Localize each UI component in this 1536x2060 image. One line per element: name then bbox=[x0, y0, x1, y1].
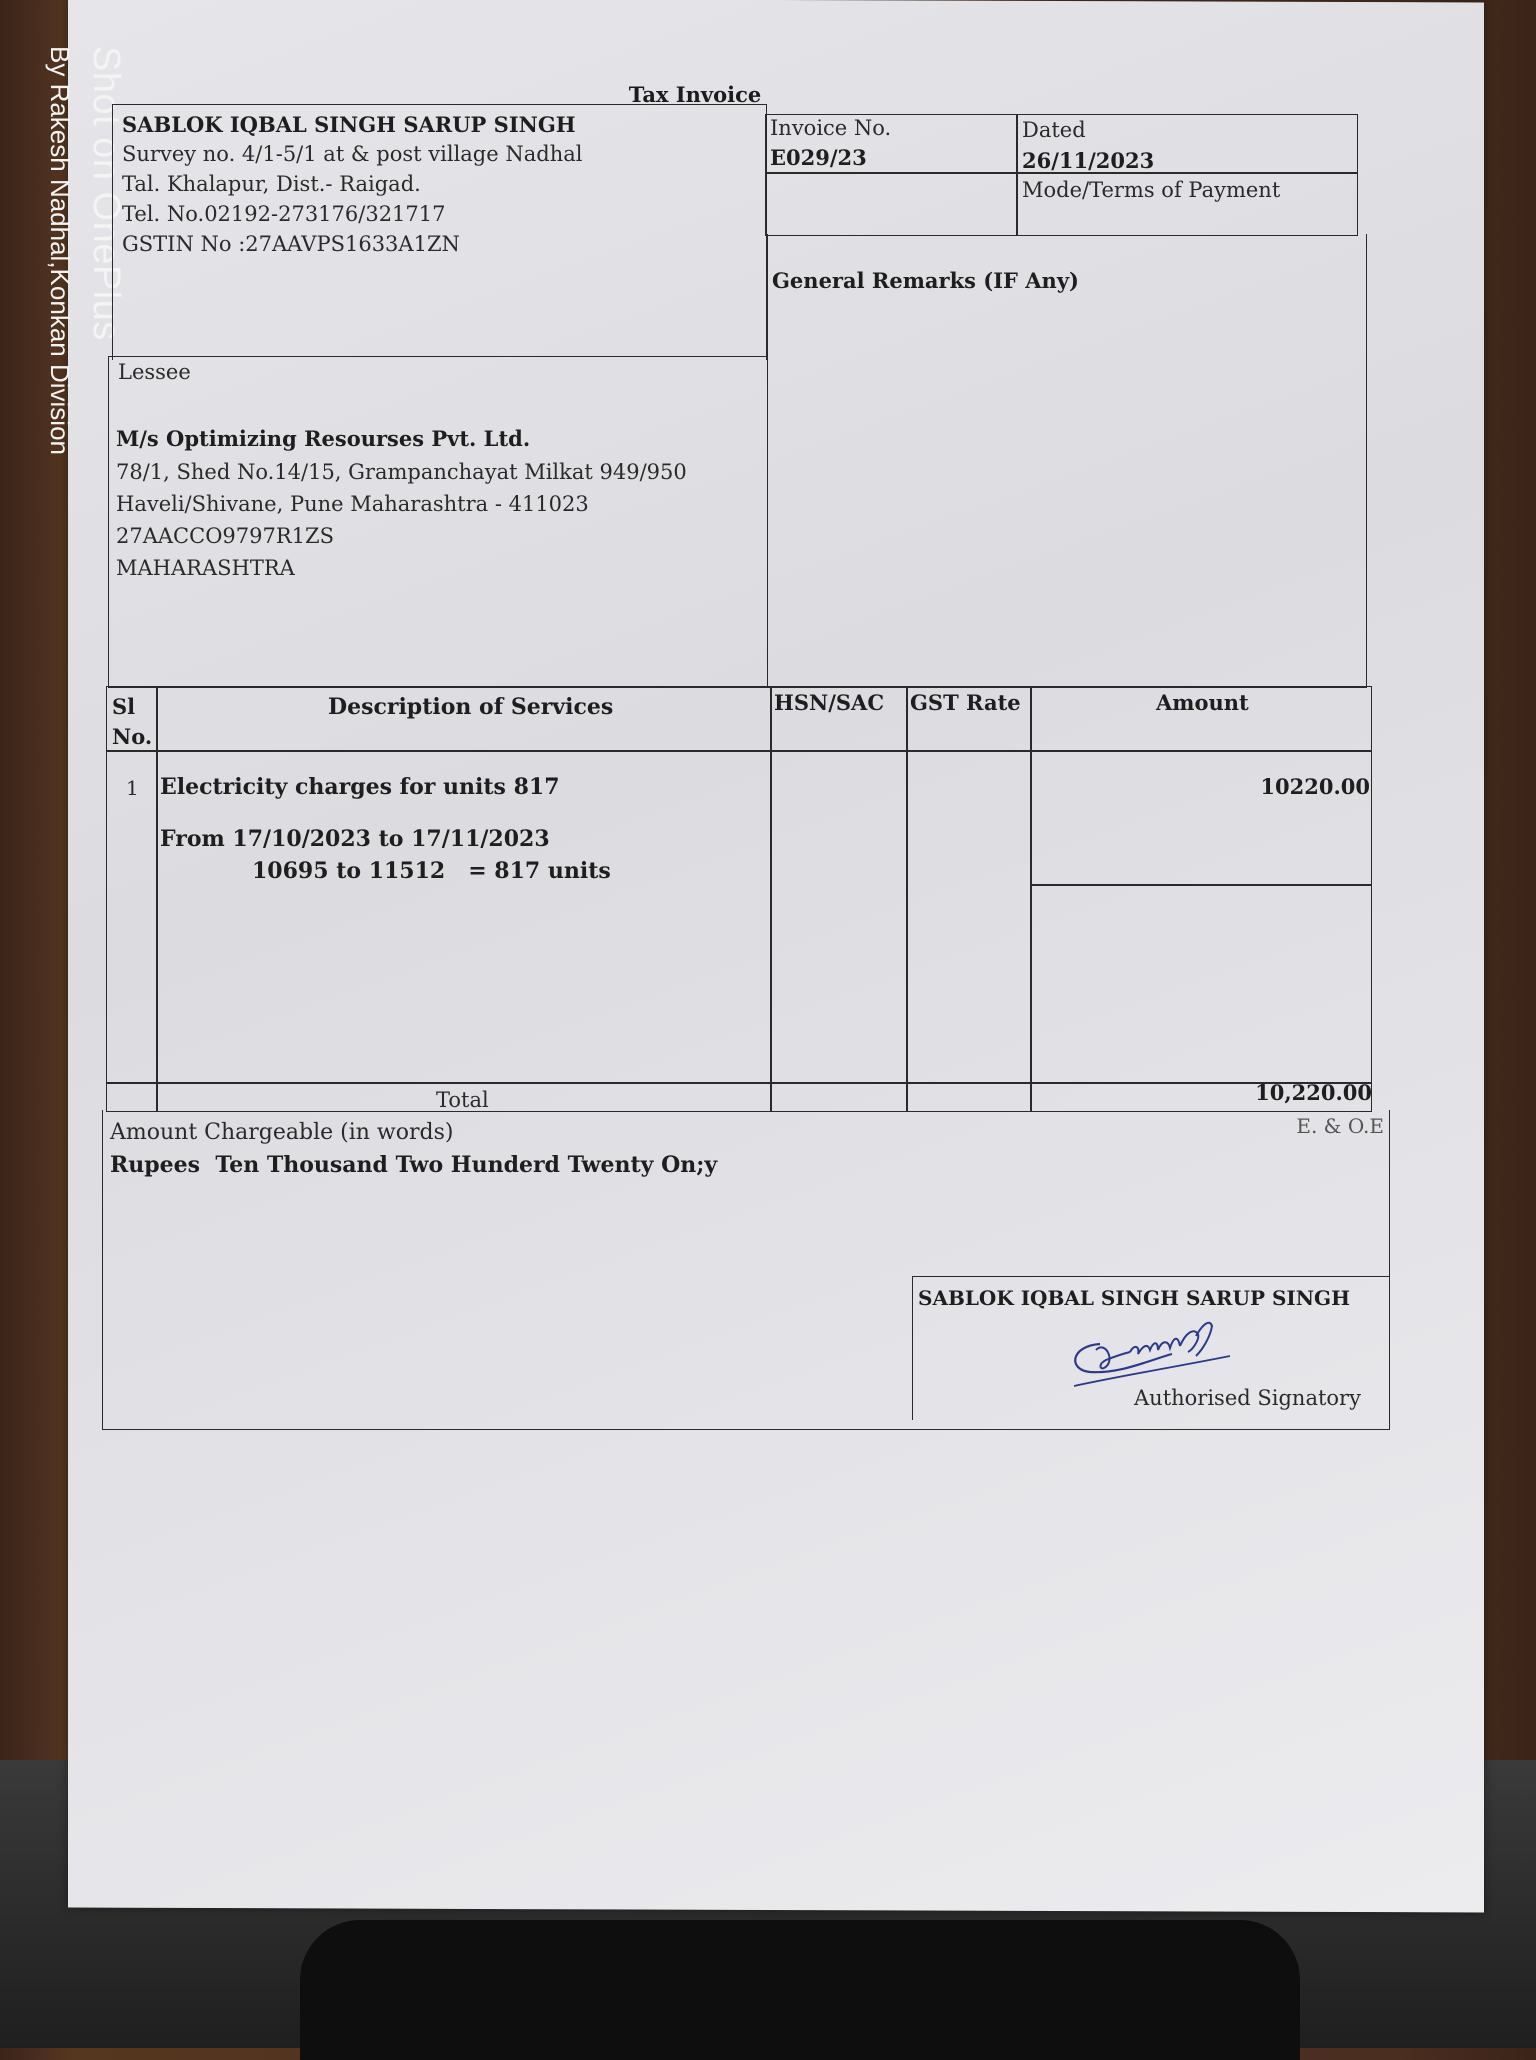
col-sep-sl bbox=[156, 686, 158, 1112]
seller-address-2: Tal. Khalapur, Dist.- Raigad. bbox=[122, 172, 421, 196]
remarks-label: General Remarks (IF Any) bbox=[772, 268, 1079, 293]
seller-name: SABLOK IQBAL SINGH SARUP SINGH bbox=[122, 112, 576, 137]
lessee-address-1: 78/1, Shed No.14/15, Grampanchayat Milkat 949/950 bbox=[116, 460, 687, 484]
header-gst: GST Rate bbox=[910, 690, 1021, 715]
remarks-box bbox=[767, 234, 1367, 688]
lessee-address-2: Haveli/Shivane, Pune Maharashtra - 411023 bbox=[116, 492, 589, 516]
invoice-no-value: E029/23 bbox=[770, 145, 867, 170]
header-sl: Sl bbox=[112, 694, 136, 719]
payment-terms-label: Mode/Terms of Payment bbox=[1022, 178, 1281, 202]
lessee-name: M/s Optimizing Resourses Pvt. Ltd. bbox=[116, 426, 531, 451]
eoe-text: E. & O.E bbox=[1296, 1114, 1384, 1138]
col-sep-gst bbox=[1030, 686, 1032, 1112]
watermark-brand: Shot on OnePlus bbox=[85, 46, 127, 341]
lessee-state: MAHARASHTRA bbox=[116, 556, 295, 580]
signatory-company: SABLOK IQBAL SINGH SARUP SINGH bbox=[918, 1286, 1351, 1310]
row-amount: 10220.00 bbox=[1260, 774, 1370, 799]
col-sep-hsn bbox=[906, 686, 908, 1112]
amount-words-value: Rupees Ten Thousand Two Hunderd Twenty On;y bbox=[110, 1152, 718, 1178]
row-sl: 1 bbox=[126, 776, 139, 800]
seller-gstin: GSTIN No :27AAVPS1633A1ZN bbox=[122, 232, 460, 256]
seller-tel: Tel. No.02192-273176/321717 bbox=[122, 202, 446, 226]
meta-divider-vertical bbox=[1016, 114, 1018, 236]
col-sep-desc bbox=[770, 686, 772, 1112]
invoice-title: Tax Invoice bbox=[628, 82, 762, 107]
table-header-divider bbox=[106, 750, 1372, 752]
row-description: Electricity charges for units 817 bbox=[160, 774, 560, 800]
amount-words-label: Amount Chargeable (in words) bbox=[110, 1120, 454, 1145]
dated-label: Dated bbox=[1022, 118, 1086, 142]
lessee-label: Lessee bbox=[118, 360, 191, 384]
row-units: 10695 to 11512 = 817 units bbox=[252, 858, 611, 884]
signatory-label: Authorised Signatory bbox=[1134, 1386, 1361, 1410]
seller-address-1: Survey no. 4/1-5/1 at & post village Nadhal bbox=[122, 142, 583, 166]
lessee-box bbox=[108, 356, 768, 688]
lessee-gstin: 27AACCO9797R1ZS bbox=[116, 524, 334, 548]
total-amount: 10,220.00 bbox=[1255, 1080, 1372, 1105]
header-hsn: HSN/SAC bbox=[774, 690, 885, 715]
header-amount: Amount bbox=[1156, 690, 1249, 715]
watermark-byline: By Rakesh Nadhal,Konkan Division bbox=[45, 46, 75, 455]
total-label: Total bbox=[436, 1088, 489, 1112]
row-period: From 17/10/2023 to 17/11/2023 bbox=[160, 826, 550, 852]
header-sl-no: No. bbox=[112, 724, 153, 749]
invoice-no-label: Invoice No. bbox=[770, 116, 892, 140]
shoe-shadow bbox=[300, 1920, 1300, 2060]
dated-value: 26/11/2023 bbox=[1022, 148, 1155, 173]
table-total-divider bbox=[106, 1082, 1372, 1084]
amount-inner-divider bbox=[1032, 884, 1372, 886]
header-description: Description of Services bbox=[328, 694, 614, 720]
